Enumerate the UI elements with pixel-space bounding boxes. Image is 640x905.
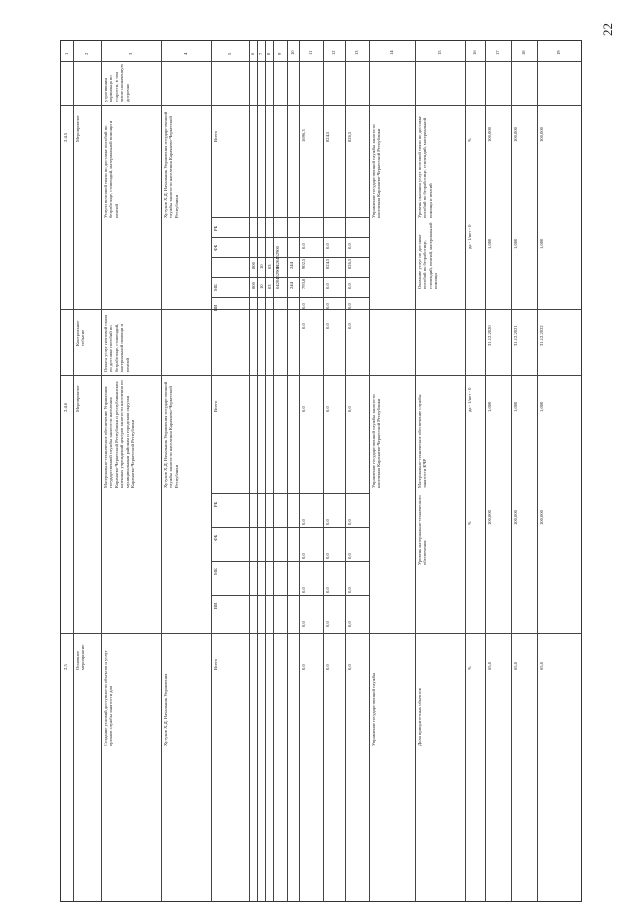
table-cell: 0,0 [325,553,330,559]
table-cell: 0,0 [347,283,352,289]
table-cell: 0,0 [301,553,306,559]
table-cell: Всего [213,130,218,142]
table-cell: 0,0 [325,323,330,329]
table-cell: 0,0 [347,553,352,559]
table-cell: 0,0 [347,406,352,412]
table-cell: % [467,521,472,525]
row-rule [61,105,581,106]
table-cell: 0,0 [301,323,306,329]
table-cell: Уровень оказания услуг почтовой связи по доставке пособий по безработице, стипендий, материальной помощи и пенсий [417,116,433,218]
column-rule [299,41,300,901]
table-cell: 800 [251,282,256,289]
table-cell: 0,0 [325,243,330,249]
page-number: 22 [600,23,615,36]
table-cell: 0,0 [347,303,352,309]
table-cell: 31.12.2021 [513,325,518,346]
column-rule [345,41,346,901]
budget-source-label: МБ [213,568,218,575]
table-cell: 0,0 [325,587,330,593]
table-cell: 824,5 [325,131,330,142]
budget-source-label: РБ [213,225,218,231]
table-cell: 0,0 [301,406,306,412]
column-rule [101,41,102,901]
table-cell: Контрольное событие [75,320,86,346]
table-cell: 0,0 [325,519,330,525]
budget-source-label: ВИ [213,602,218,609]
table-cell: Управление государственной службы занятости населения Карачаево-Черкесской Республики [371,124,382,218]
table-cell: Мероприятие [75,115,80,142]
table-cell: Всего [213,658,218,670]
column-rule [265,41,266,901]
table-cell: 244 [289,262,294,269]
table-cell: Основное мероприятие [75,644,86,670]
column-rule [273,41,274,901]
budget-source-label: РБ [213,501,218,507]
table-cell: Хутуков Х.Д. Начальник Управления государственной службы занятости населения Карачаево-Черкесской Республики [163,111,179,218]
table-cell: 65,0 [513,661,518,670]
table-cell: 0,0 [301,621,306,627]
column-rule [485,41,486,901]
table-cell: 100,000 [539,510,544,525]
column-rule [249,41,250,901]
table-cell: 0,0 [347,664,352,670]
table-cell: 2.4.5 [63,132,68,142]
program-table [60,40,582,902]
table-cell: 31.12.2022 [539,325,544,346]
table-cell: Материально-техническое обеспечение службы занятости КЧР [417,394,428,488]
column-number: 5 [227,52,232,55]
table-cell: Услуги почтовой связи по доставке пособий по безработице, стипендий, материальной помощи и пенсий [103,120,119,218]
table-cell: 65,0 [487,661,492,670]
table-cell: 2.4.6 [63,402,68,412]
table-cell: 244 [289,282,294,289]
table-cell: 2.5 [63,664,68,670]
row-rule [61,901,581,902]
budget-source-label: ВИ [213,304,218,311]
table-cell: 0,0 [347,519,352,525]
table-cell: 824,5 [325,258,330,269]
row-rule [211,277,369,278]
table-cell: 100,000 [513,510,518,525]
table-cell: 100,000 [487,510,492,525]
row-rule [211,595,369,596]
table-cell: Оплата услуг почтовой связи по доставке пособий по безработице, стипендий, материальной помощи и пенсий [103,315,130,372]
table-cell: 800 [251,262,256,269]
row-rule [61,375,581,376]
table-cell: 0,0 [347,587,352,593]
row-rule [211,493,369,494]
table-cell: Мероприятие [75,385,80,412]
column-rule [257,41,258,901]
table-cell: 042045290F [275,265,280,289]
row-rule [211,217,369,218]
table-cell: Управление государственной службы [371,672,376,746]
row-rule [211,527,369,528]
column-number: 13 [354,50,359,55]
table-cell: Всего [213,400,218,412]
table-cell: 0,0 [301,664,306,670]
table-cell: % [467,138,472,142]
table-cell: 0,0 [301,303,306,309]
table-cell: 03 [267,264,272,269]
table-cell: 902,5 [301,258,306,269]
column-rule [287,41,288,901]
table-cell: 826,5 [347,258,352,269]
budget-source-label: ФБ [213,534,218,541]
table-cell: 793,8 [301,278,306,289]
column-number: 2 [84,52,89,55]
column-number: 15 [437,50,442,55]
table-cell: % [467,666,472,670]
table-cell: утратившим кормильца по старости, в том числе назначенную досрочно [103,64,130,102]
column-number: 12 [331,50,336,55]
table-cell: 0,0 [325,303,330,309]
table-cell: Управление государственной службы занятости населения Карачаево-Черкесской Республики [371,394,382,488]
column-rule [73,41,74,901]
table-cell: 0,0 [301,243,306,249]
table-cell: 1,000 [539,401,544,412]
table-cell: Создание условий доступности объектов и услуг органов службы занятости для [103,650,114,746]
column-rule [465,41,466,901]
column-number: 9 [277,52,282,55]
table-cell: 826,5 [347,131,352,142]
column-number: 3 [128,52,133,55]
table-cell: 0,0 [325,664,330,670]
table-cell: 0,0 [347,323,352,329]
table-cell: Материально-техническое обеспечение Управления государственной службы занятости населения Карачаево-Черкесской Республики и республиканских казенных учреждений центров занятости населения по муниципальным районам и городским округам Карачаево-Черкесской Республики [103,380,136,488]
table-cell: 0,0 [347,621,352,627]
table-cell: 0,0 [325,406,330,412]
table-cell: 1,000 [539,238,544,249]
table-cell: 1,000 [487,401,492,412]
column-rule [369,41,370,901]
table-cell: Хутуков Х.Д. Начальник Управления [163,673,168,746]
column-rule [161,41,162,901]
budget-source-label: МБ [213,284,218,291]
row-rule [211,237,369,238]
column-number: 17 [495,50,500,55]
table-cell: Уровень материально-технического обеспечения [417,495,428,565]
table-cell: да - 1/нет - 0 [467,224,472,249]
column-number: 18 [521,50,526,55]
column-number: 19 [556,50,561,55]
table-cell: 1,000 [513,238,518,249]
row-rule [211,297,369,298]
row-rule [61,61,581,62]
table-cell: 1,000 [513,401,518,412]
table-cell: Доля приоритетных объектов [417,688,422,746]
column-number: 14 [389,50,394,55]
column-number: 4 [183,52,188,55]
table-cell: 0,0 [325,283,330,289]
column-rule [415,41,416,901]
column-number: 8 [266,52,271,55]
table-cell: 100,000 [487,127,492,142]
column-number: 11 [308,50,313,55]
row-rule [61,633,581,634]
column-rule [211,41,212,901]
table-cell: 1,000 [487,238,492,249]
table-cell: 03 [267,284,272,289]
column-rule [323,41,324,901]
column-number: 1 [64,52,69,55]
table-cell: 1696,3 [301,129,306,142]
table-cell: 0,0 [325,621,330,627]
table-cell: да - 1/нет - 0 [467,387,472,412]
table-cell: Оказание услуг по доставке пособий по безработице, стипендий, пенсий, материальной помощи [417,222,439,289]
column-rule [537,41,538,901]
table-cell: 10 [259,284,264,289]
table-cell: 0420452900 [275,246,280,269]
table-cell: 100,000 [513,127,518,142]
column-number: 10 [290,50,295,55]
column-number: 16 [472,50,477,55]
row-rule [211,561,369,562]
budget-source-label: ФБ [213,244,218,251]
column-number: 7 [258,52,263,55]
table-cell: 100,000 [539,127,544,142]
table-cell: 65,0 [539,661,544,670]
table-cell: 0,0 [301,587,306,593]
table-cell: 0,0 [301,519,306,525]
row-rule [211,257,369,258]
table-cell: 0,0 [347,243,352,249]
table-cell: 10 [259,264,264,269]
table-cell: 31.12.2020 [487,325,492,346]
column-rule [511,41,512,901]
table-cell: Хутуков Х.Д. Начальник Управления государственной службы занятости населения Карачаево-Черкесской Республики [163,381,179,488]
column-number: 6 [250,52,255,55]
